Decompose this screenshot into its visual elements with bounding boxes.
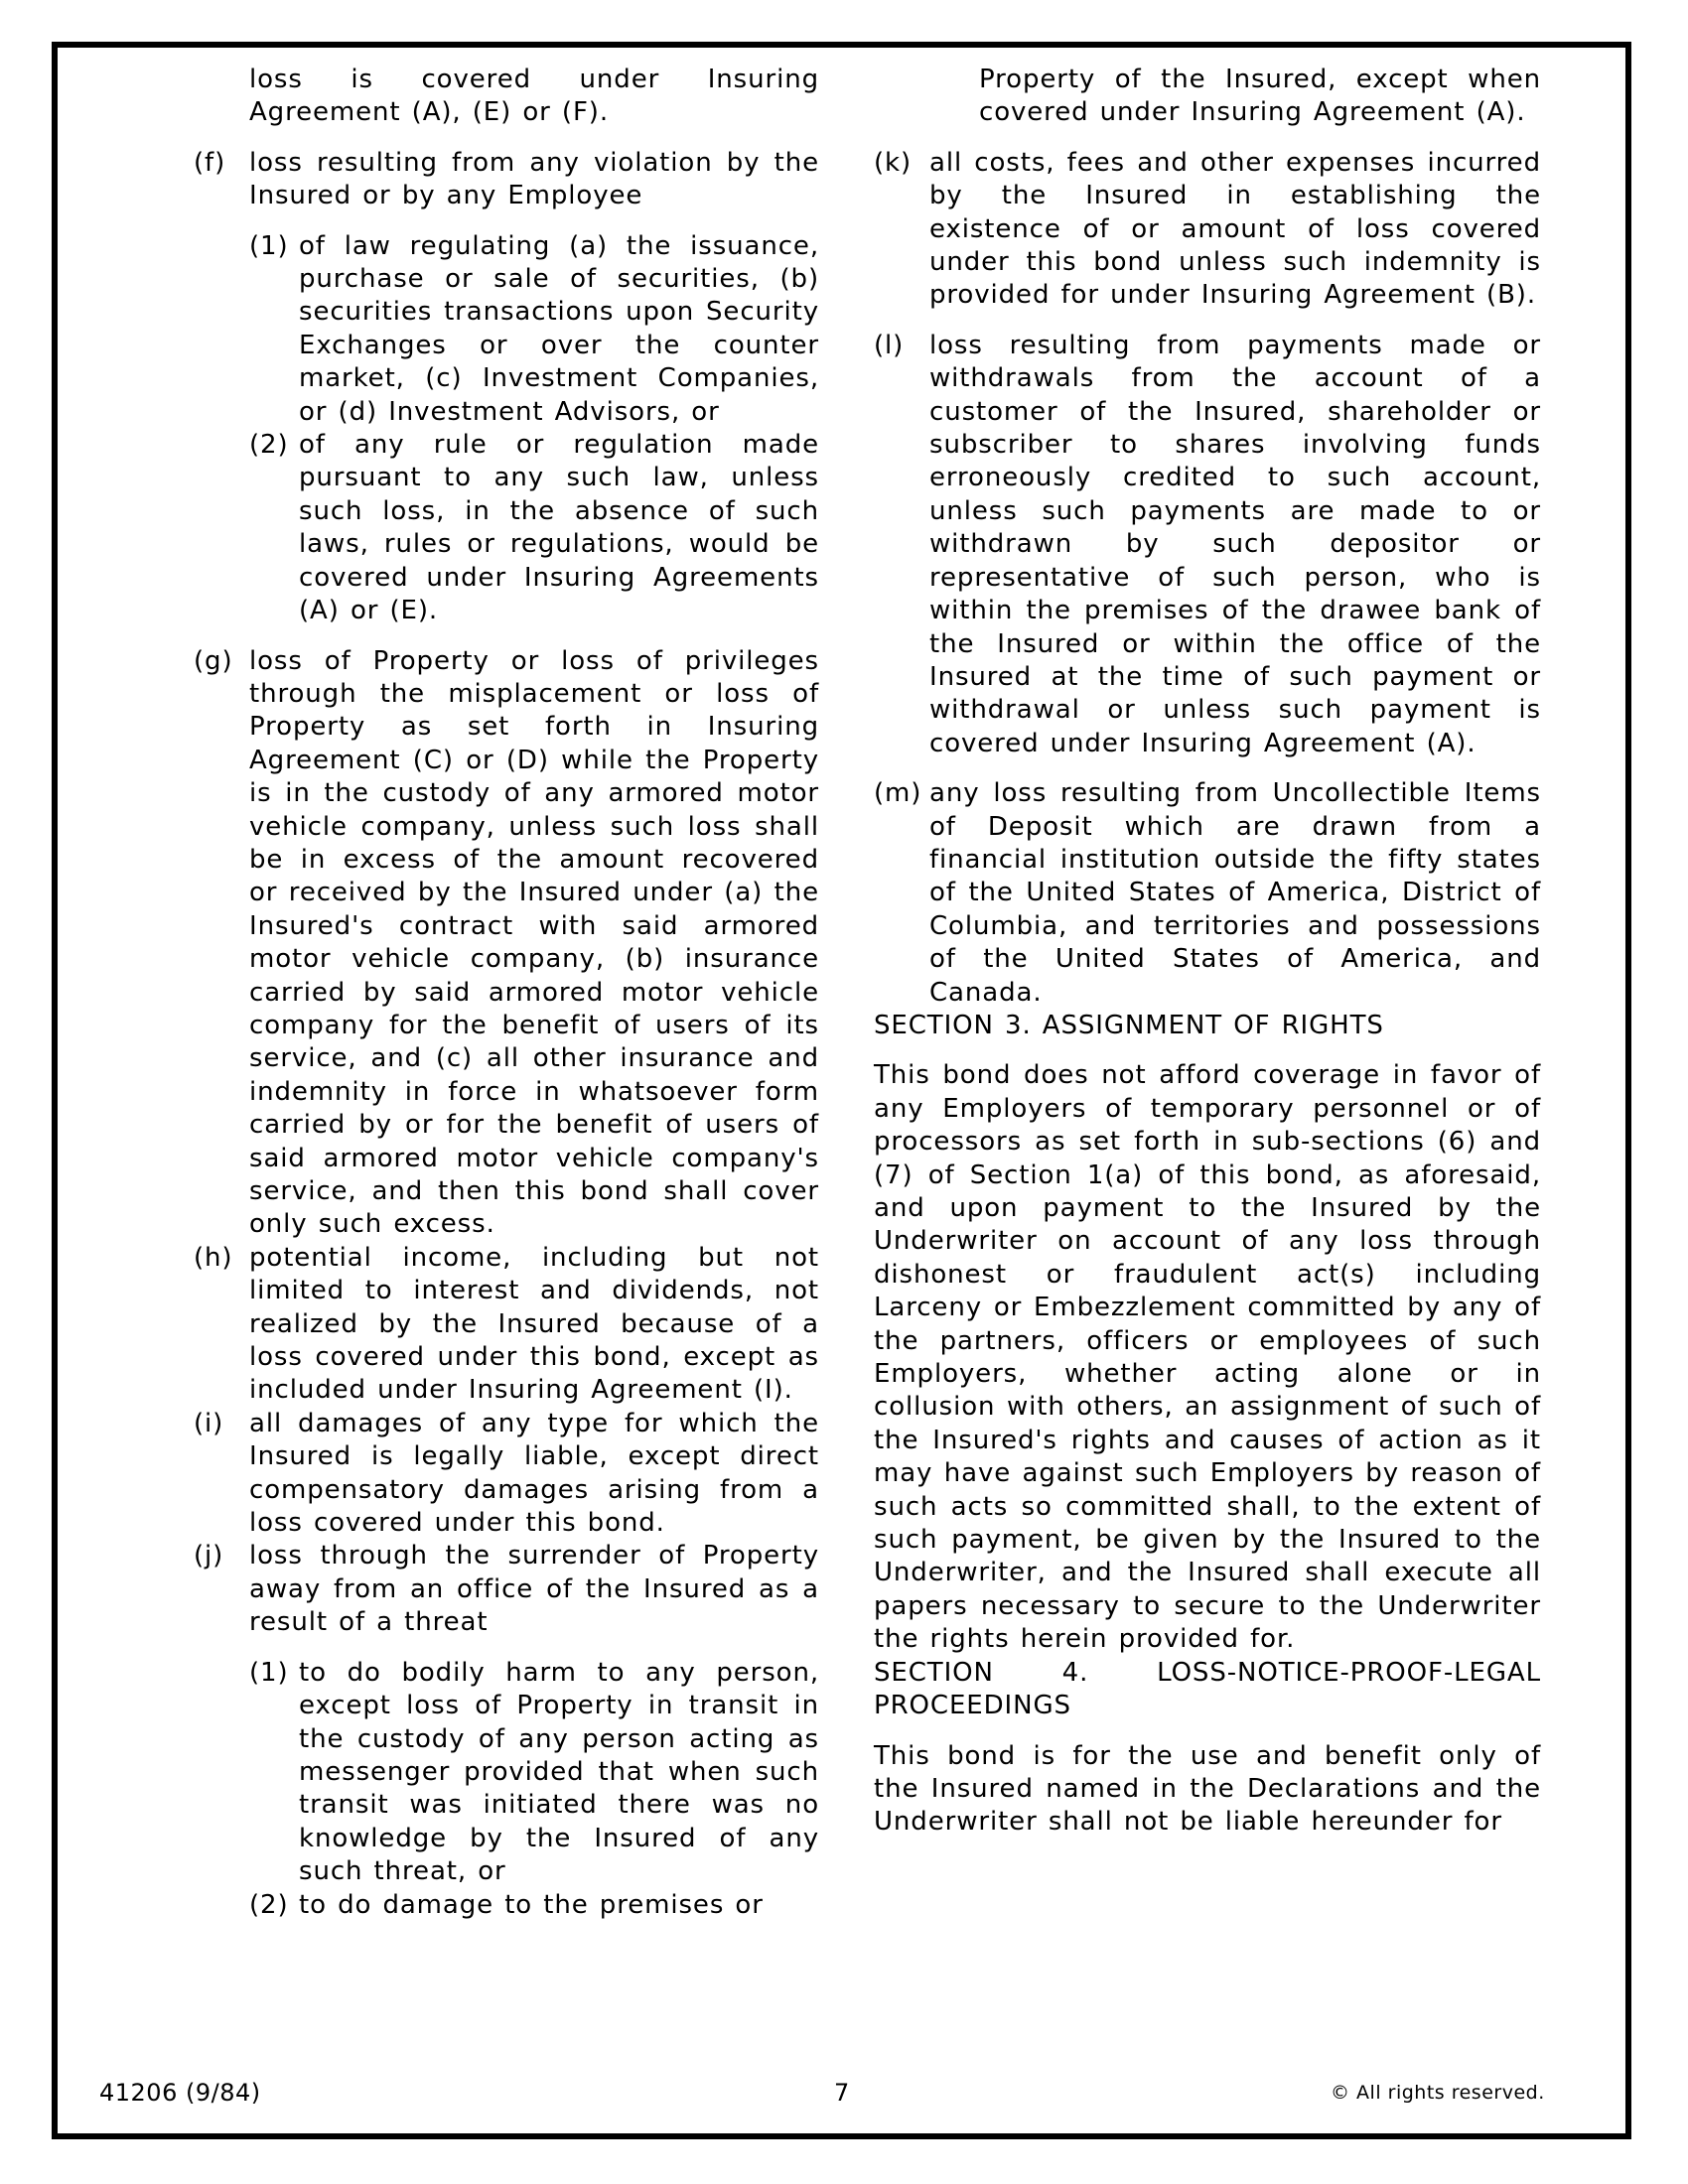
copyright-notice: © All rights reserved.: [1331, 2082, 1545, 2104]
clause-j-sub-2-continued: [874, 64, 1541, 130]
form-number: 41206 (9/84): [99, 2079, 261, 2107]
clause-i-label: (i): [194, 1408, 224, 1438]
right-column: [874, 64, 1541, 1840]
clause-j-sub-1-text: to do bodily harm to any person, except loss of Property in transit in the custody of any person acting as messenger provided that when such transit was initiated there was no knowledge by the Insured of any such threat, or: [299, 1657, 819, 1887]
clause-e-text: loss is covered under Insuring Agreement (A), (E) or (F).: [249, 65, 819, 128]
clause-f-sub-1: [194, 230, 819, 429]
section-4-body: This bond is for the use and benefit only of the Insured named in the Declarations and the Underwriter shall not be liable hereunder for: [874, 1740, 1541, 1838]
left-column: [194, 64, 819, 1922]
clause-j-label: (j): [194, 1541, 224, 1571]
clause-e-continued: [194, 64, 819, 130]
clause-f-sub-1-label: (1): [249, 230, 289, 261]
clause-f-text: loss resulting from any violation by the Insured or by any Employee: [249, 147, 819, 211]
clause-j-sub-2-label: (2): [249, 1889, 289, 1920]
section-3-heading: SECTION 3. ASSIGNMENT OF RIGHTS: [874, 1010, 1384, 1040]
clause-j-sub-2-text: to do damage to the premises or: [299, 1889, 764, 1920]
clause-g-label: (g): [194, 645, 233, 676]
clause-m: [874, 777, 1541, 1010]
clause-f-label: (f): [194, 147, 226, 178]
clause-g-text: loss of Property or loss of privileges through the misplacement or loss of Property as set forth in Insuring Agreement (C) or (D) while the Property is in the custody of any armored motor vehicle company, unless such loss shall be in excess of the amount recovered or received by the Insured under (a) the Insured's contract with said armored motor vehicle company, (b) insurance carried by said armored motor vehicle company for the benefit of users of its service, and (c) all other insurance and indemnity in force in whatsoever form carried by or for the benefit of users of said armored motor vehicle company's service, and then this bond shall cover only such excess.: [249, 645, 819, 1240]
clause-f-sub-2-label: (2): [249, 430, 289, 461]
clause-m-label: (m): [874, 778, 922, 809]
clause-j-sub-2: [194, 1889, 819, 1922]
clause-h-text: potential income, including but not limited to interest and dividends, not realized by the Insured because of a loss covered under this bond, except as included under Insuring Agreement (I).: [249, 1242, 819, 1406]
clause-l: [874, 330, 1541, 760]
clause-f: [194, 147, 819, 213]
clause-h-label: (h): [194, 1242, 233, 1273]
clause-f-sub-2: [194, 429, 819, 627]
clause-h: [194, 1242, 819, 1408]
clause-l-text: loss resulting from payments made or withdrawals from the account of a customer of the Insured, shareholder or subscriber to shares involving funds erroneously credited to such account, unless such payments are made to or withdrawn by such depositor or representative of such person, who is within the premises of the drawee bank of the Insured or within the office of the Insured at the time of such payment or withdrawal or unless such payment is covered under Insuring Agreement (A).: [929, 330, 1541, 758]
clause-l-label: (l): [874, 330, 905, 360]
clause-j: [194, 1540, 819, 1639]
clause-j-sub-1: [194, 1657, 819, 1889]
clause-j-text: loss through the surrender of Property away from an office of the Insured as a result of a threat: [249, 1541, 819, 1638]
section-4-heading: SECTION 4. LOSS-NOTICE-PROOF-LEGAL PROCEEDINGS: [874, 1657, 1541, 1721]
clause-m-text: any loss resulting from Uncollectible Items of Deposit which are drawn from a financial institution outside the fifty states of the United States of America, District of Columbia, and territories and possessions of the United States of America, and Canada.: [929, 778, 1541, 1008]
page-number: 7: [834, 2079, 850, 2107]
clause-f-sub-2-text: of any rule or regulation made pursuant to any such law, unless such loss, in the absence of such laws, rules or regulations, would be covered under Insuring Agreements (A) or (E).: [299, 430, 819, 626]
clause-f-sub-1-text: of law regulating (a) the issuance, purchase or sale of securities, (b) securities transactions upon Security Exchanges or over the counter market, (c) Investment Companies, or (d) Investment Advisors, or: [299, 230, 819, 427]
clause-i-text: all damages of any type for which the Insured is legally liable, except direct compensatory damages arising from a loss covered under this bond.: [249, 1408, 819, 1539]
clause-i: [194, 1408, 819, 1541]
clause-k: [874, 147, 1541, 313]
clause-j-sub-1-label: (1): [249, 1657, 289, 1688]
clause-k-label: (k): [874, 147, 913, 178]
clause-j-sub-2-continued-text: Property of the Insured, except when covered under Insuring Agreement (A).: [979, 65, 1541, 128]
section-3-body: This bond does not afford coverage in favor of any Employers of temporary personnel or of processors as set forth in sub-sections (6) and (7) of Section 1(a) of this bond, as aforesaid, and upon payment to the Insured by the Underwriter on account of any loss through dishonest or fraudulent act(s) including Larceny or Embezzlement committed by any of the partners, officers or employees of such Employers, whether acting alone or in collusion with others, an assignment of such of the Insured's rights and causes of action as it may have against such Employers by reason of such acts so committed shall, to the extent of such payment, be given by the Insured to the Underwriter, and the Insured shall execute all papers necessary to secure to the Underwriter the rights herein provided for.: [874, 1060, 1541, 1655]
clause-k-text: all costs, fees and other expenses incurred by the Insured in establishing the existence of or amount of loss covered under this bond unless such indemnity is provided for under Insuring Agreement (B).: [929, 147, 1541, 311]
clause-g: [194, 645, 819, 1242]
